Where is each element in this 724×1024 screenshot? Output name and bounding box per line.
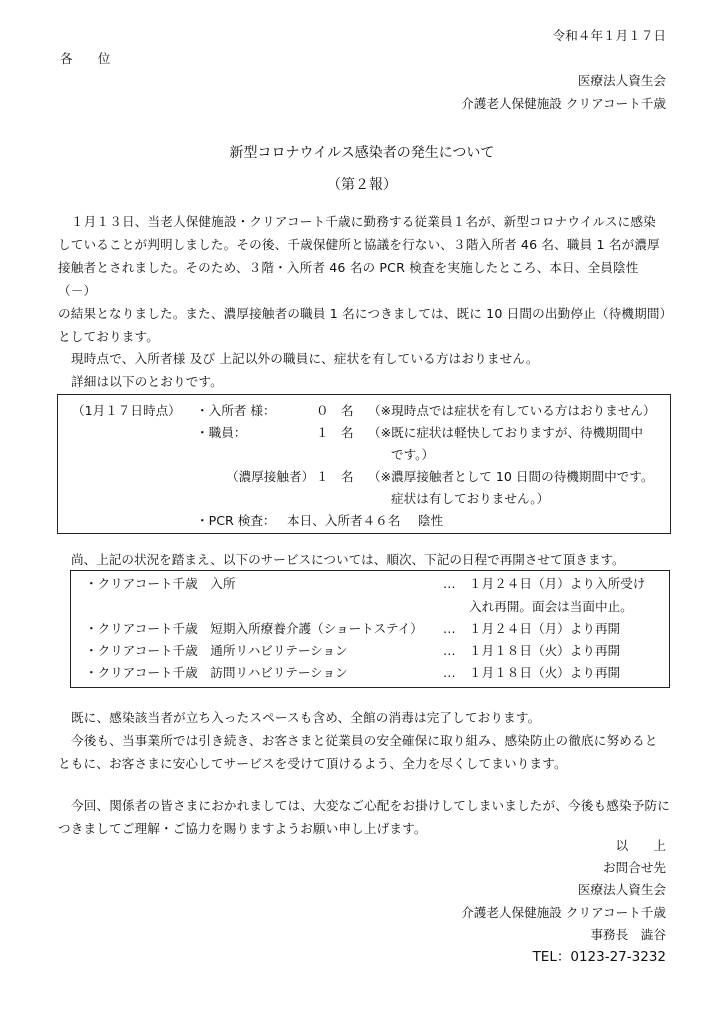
status-label-staff: ・職員： bbox=[196, 425, 247, 440]
status-note: （※濃厚接触者として 10 日間の待機期間中です。 bbox=[368, 469, 654, 484]
status-count-close-contact: １ bbox=[316, 469, 329, 484]
contact-person: 事務長 澁谷 bbox=[590, 927, 666, 942]
status-box bbox=[57, 394, 671, 534]
contact-heading: お問合せ先 bbox=[603, 860, 666, 875]
status-count-residents: ０ bbox=[316, 403, 329, 418]
service-schedule: １月２４日（月）より入所受け bbox=[469, 576, 646, 591]
status-note-continued: 症状は有しておりません。） bbox=[391, 491, 550, 506]
addressee: 各 位 bbox=[60, 51, 111, 66]
contact-org: 医療法人資生会 bbox=[577, 882, 666, 897]
body-line: つきましてご理解・ご協力を賜りますようお願い申し上げます。 bbox=[58, 820, 427, 836]
status-pcr-negative: 陰性 bbox=[418, 513, 444, 528]
body-line: 接触者とされました。そのため、３階・入所者 46 名の PCR 検査を実施したところ、本日、全員陰性（－） bbox=[58, 259, 639, 298]
status-note: （※現時点では症状を有している方はおりません） bbox=[368, 403, 656, 418]
body-line: の結果となりました。また、濃厚接触者の職員 1 名につきましては、既に 10 日間の出勤停止（待機期間） bbox=[58, 305, 673, 321]
status-date-label: （1月１７日時点） bbox=[72, 403, 181, 418]
services-intro: 尚、上記の状況を踏まえ、以下のサービスについては、順次、下記の日程で再開させて頂きます。 bbox=[71, 552, 625, 567]
closing-ijo: 以 上 bbox=[615, 838, 666, 853]
issuer-org: 医療法人資生会 bbox=[577, 73, 666, 88]
status-unit: 名 bbox=[341, 425, 354, 440]
status-label-pcr: ・PCR 検査： bbox=[196, 513, 276, 528]
status-note: （※既に症状は軽快しておりますが、待機期間中 bbox=[368, 425, 644, 440]
document-title: 新型コロナウイルス感染者の発生について bbox=[229, 145, 495, 161]
service-schedule: １月１８日（火）より再開 bbox=[469, 665, 621, 680]
service-schedule: １月１８日（火）より再開 bbox=[469, 643, 621, 658]
status-unit: 名 bbox=[341, 469, 354, 484]
status-unit: 名 bbox=[341, 403, 354, 418]
body-line: ともに、お客さまに安心してサービスを受けて頂けるよう、全力を尽くしてまいります。 bbox=[58, 755, 567, 771]
status-label-close-contact: （濃厚接触者） bbox=[226, 469, 315, 484]
body-line: していることが判明しました。その後、千歳保健所と協議を行ない、３階入所者 46 名、職員 1 名が濃厚 bbox=[58, 236, 660, 252]
body-line: 今回、関係者の皆さまにおかれましては、大変なご心配をお掛けしてしまいましたが、今後も感染予防に bbox=[71, 798, 670, 813]
ellipsis: … bbox=[443, 621, 456, 636]
services-box bbox=[70, 570, 670, 688]
status-note-continued: です。） bbox=[391, 447, 435, 462]
service-name: ・クリアコート千歳 通所リハビリテーション bbox=[85, 643, 348, 658]
contact-phone: TEL：0123-27-3232 bbox=[532, 949, 666, 965]
body-paragraph-1 bbox=[58, 211, 673, 394]
body-paragraph-4: 既に、感染該当者が立ち入ったスペースも含め、全館の消毒は完了しております。 bbox=[71, 710, 541, 725]
document-date: 令和４年１月１７日 bbox=[552, 28, 666, 43]
closing-paragraphs bbox=[58, 707, 670, 776]
body-line: としております。 bbox=[58, 328, 159, 344]
service-schedule: １月２４日（月）より再開 bbox=[469, 621, 621, 636]
service-schedule-continued: 入れ再開。面会は当面中止。 bbox=[469, 599, 633, 614]
body-line: １月１３日、当老人保健施設・クリアコート千歳に勤務する従業員１名が、新型コロナウイルスに感染 bbox=[71, 214, 656, 229]
service-name: ・クリアコート千歳 訪問リハビリテーション bbox=[85, 665, 348, 680]
status-pcr-result: 本日、入所者４６名 bbox=[287, 513, 401, 528]
status-label-residents: ・入所者 様： bbox=[196, 403, 276, 418]
body-paragraph-2: 現時点で、入所者様 及び 上記以外の職員に、症状を有している方はおりません。 bbox=[71, 351, 539, 367]
closing-paragraph-6 bbox=[58, 795, 670, 841]
service-name: ・クリアコート千歳 入所 bbox=[85, 576, 236, 591]
issuer-facility: 介護老人保健施設 クリアコート千歳 bbox=[461, 96, 666, 111]
body-line: 今後も、当事業所では引き続き、お客さまと従業員の安全確保に取り組み、感染防止の徹底に努めると bbox=[71, 732, 658, 748]
body-paragraph-3: 詳細は以下のとおりです。 bbox=[71, 374, 223, 390]
status-count-staff: １ bbox=[316, 425, 329, 440]
ellipsis: … bbox=[443, 576, 456, 591]
contact-facility: 介護老人保健施設 クリアコート千歳 bbox=[461, 905, 666, 920]
document-subtitle: （第２報） bbox=[327, 177, 397, 193]
service-name: ・クリアコート千歳 短期入所療養介護（ショートステイ） bbox=[85, 621, 423, 636]
ellipsis: … bbox=[443, 665, 456, 680]
ellipsis: … bbox=[443, 643, 456, 658]
